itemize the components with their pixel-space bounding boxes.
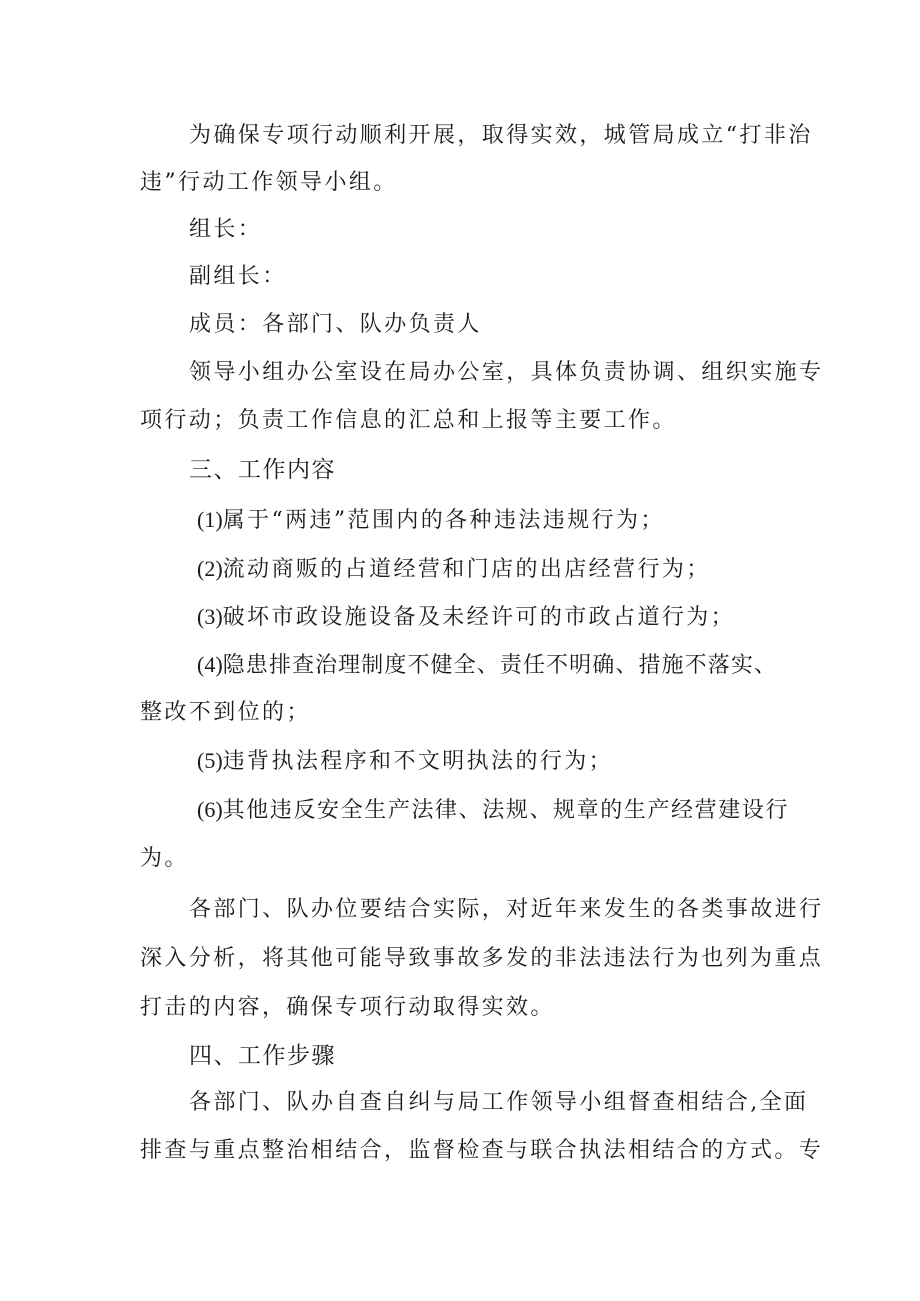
list-item-text: 违背执法程序和不文明执法的行为； [222, 749, 614, 774]
paragraph-intro-line1: 为确保专项行动顺利开展，取得实效，城管局成立“打非治 [189, 123, 813, 148]
list-item-6-continuation: 为。 [140, 846, 189, 871]
list-item-2 [197, 554, 711, 585]
paragraph-steps-line2: 排查与重点整治相结合，监督检查与联合执法相结合的方式。专 [140, 1138, 824, 1163]
paragraph-steps-line1: 各部门、队办自查自纠与局工作领导小组督查相结合,全面 [189, 1090, 809, 1115]
paragraph-intro-line2: 违”行动工作领导小组。 [140, 170, 398, 195]
list-item-4 [197, 650, 777, 681]
section-3-heading: 三、工作内容 [189, 457, 336, 483]
list-item-text: 属于“两违”范围内的各种违法违规行为； [222, 508, 665, 533]
list-item-text: 其他违反安全生产法律、法规、规章的生产经营建设行 [222, 798, 790, 823]
members-line: 成员：各部门、队办负责人 [189, 312, 482, 337]
list-item-number: (4) [197, 652, 223, 677]
paragraph-analysis-line2: 深入分析，将其他可能导致事故多发的非法违法行为也列为重点 [140, 946, 824, 971]
section-4-heading: 四、工作步骤 [189, 1043, 336, 1069]
paragraph-office-line1: 领导小组办公室设在局办公室，具体负责协调、组织实施专 [189, 360, 824, 385]
list-item-text: 流动商贩的占道经营和门店的出店经营行为； [222, 557, 711, 582]
paragraph-analysis-line1: 各部门、队办位要结合实际，对近年来发生的各类事故进行 [189, 897, 824, 922]
list-item-number: (1) [197, 507, 223, 532]
list-item-number: (3) [197, 604, 223, 629]
leader-label: 组长： [189, 217, 263, 242]
list-item-6 [197, 795, 789, 826]
paragraph-analysis-line3: 打击的内容，确保专项行动取得实效。 [140, 995, 555, 1020]
paragraph-office-line2: 项行动；负责工作信息的汇总和上报等主要工作。 [140, 408, 677, 433]
list-item-3 [197, 602, 735, 633]
list-item-1 [197, 505, 665, 536]
vice-leader-label: 副组长： [189, 264, 287, 289]
list-item-5 [197, 746, 613, 777]
list-item-text: 隐患排查治理制度不健全、责任不明确、措施不落实、 [222, 653, 778, 678]
list-item-4-continuation: 整改不到位的； [140, 700, 311, 725]
list-item-number: (6) [197, 797, 223, 822]
list-item-number: (2) [197, 556, 223, 581]
list-item-number: (5) [197, 748, 223, 773]
list-item-text: 破坏市政设施设备及未经许可的市政占道行为； [222, 605, 736, 630]
